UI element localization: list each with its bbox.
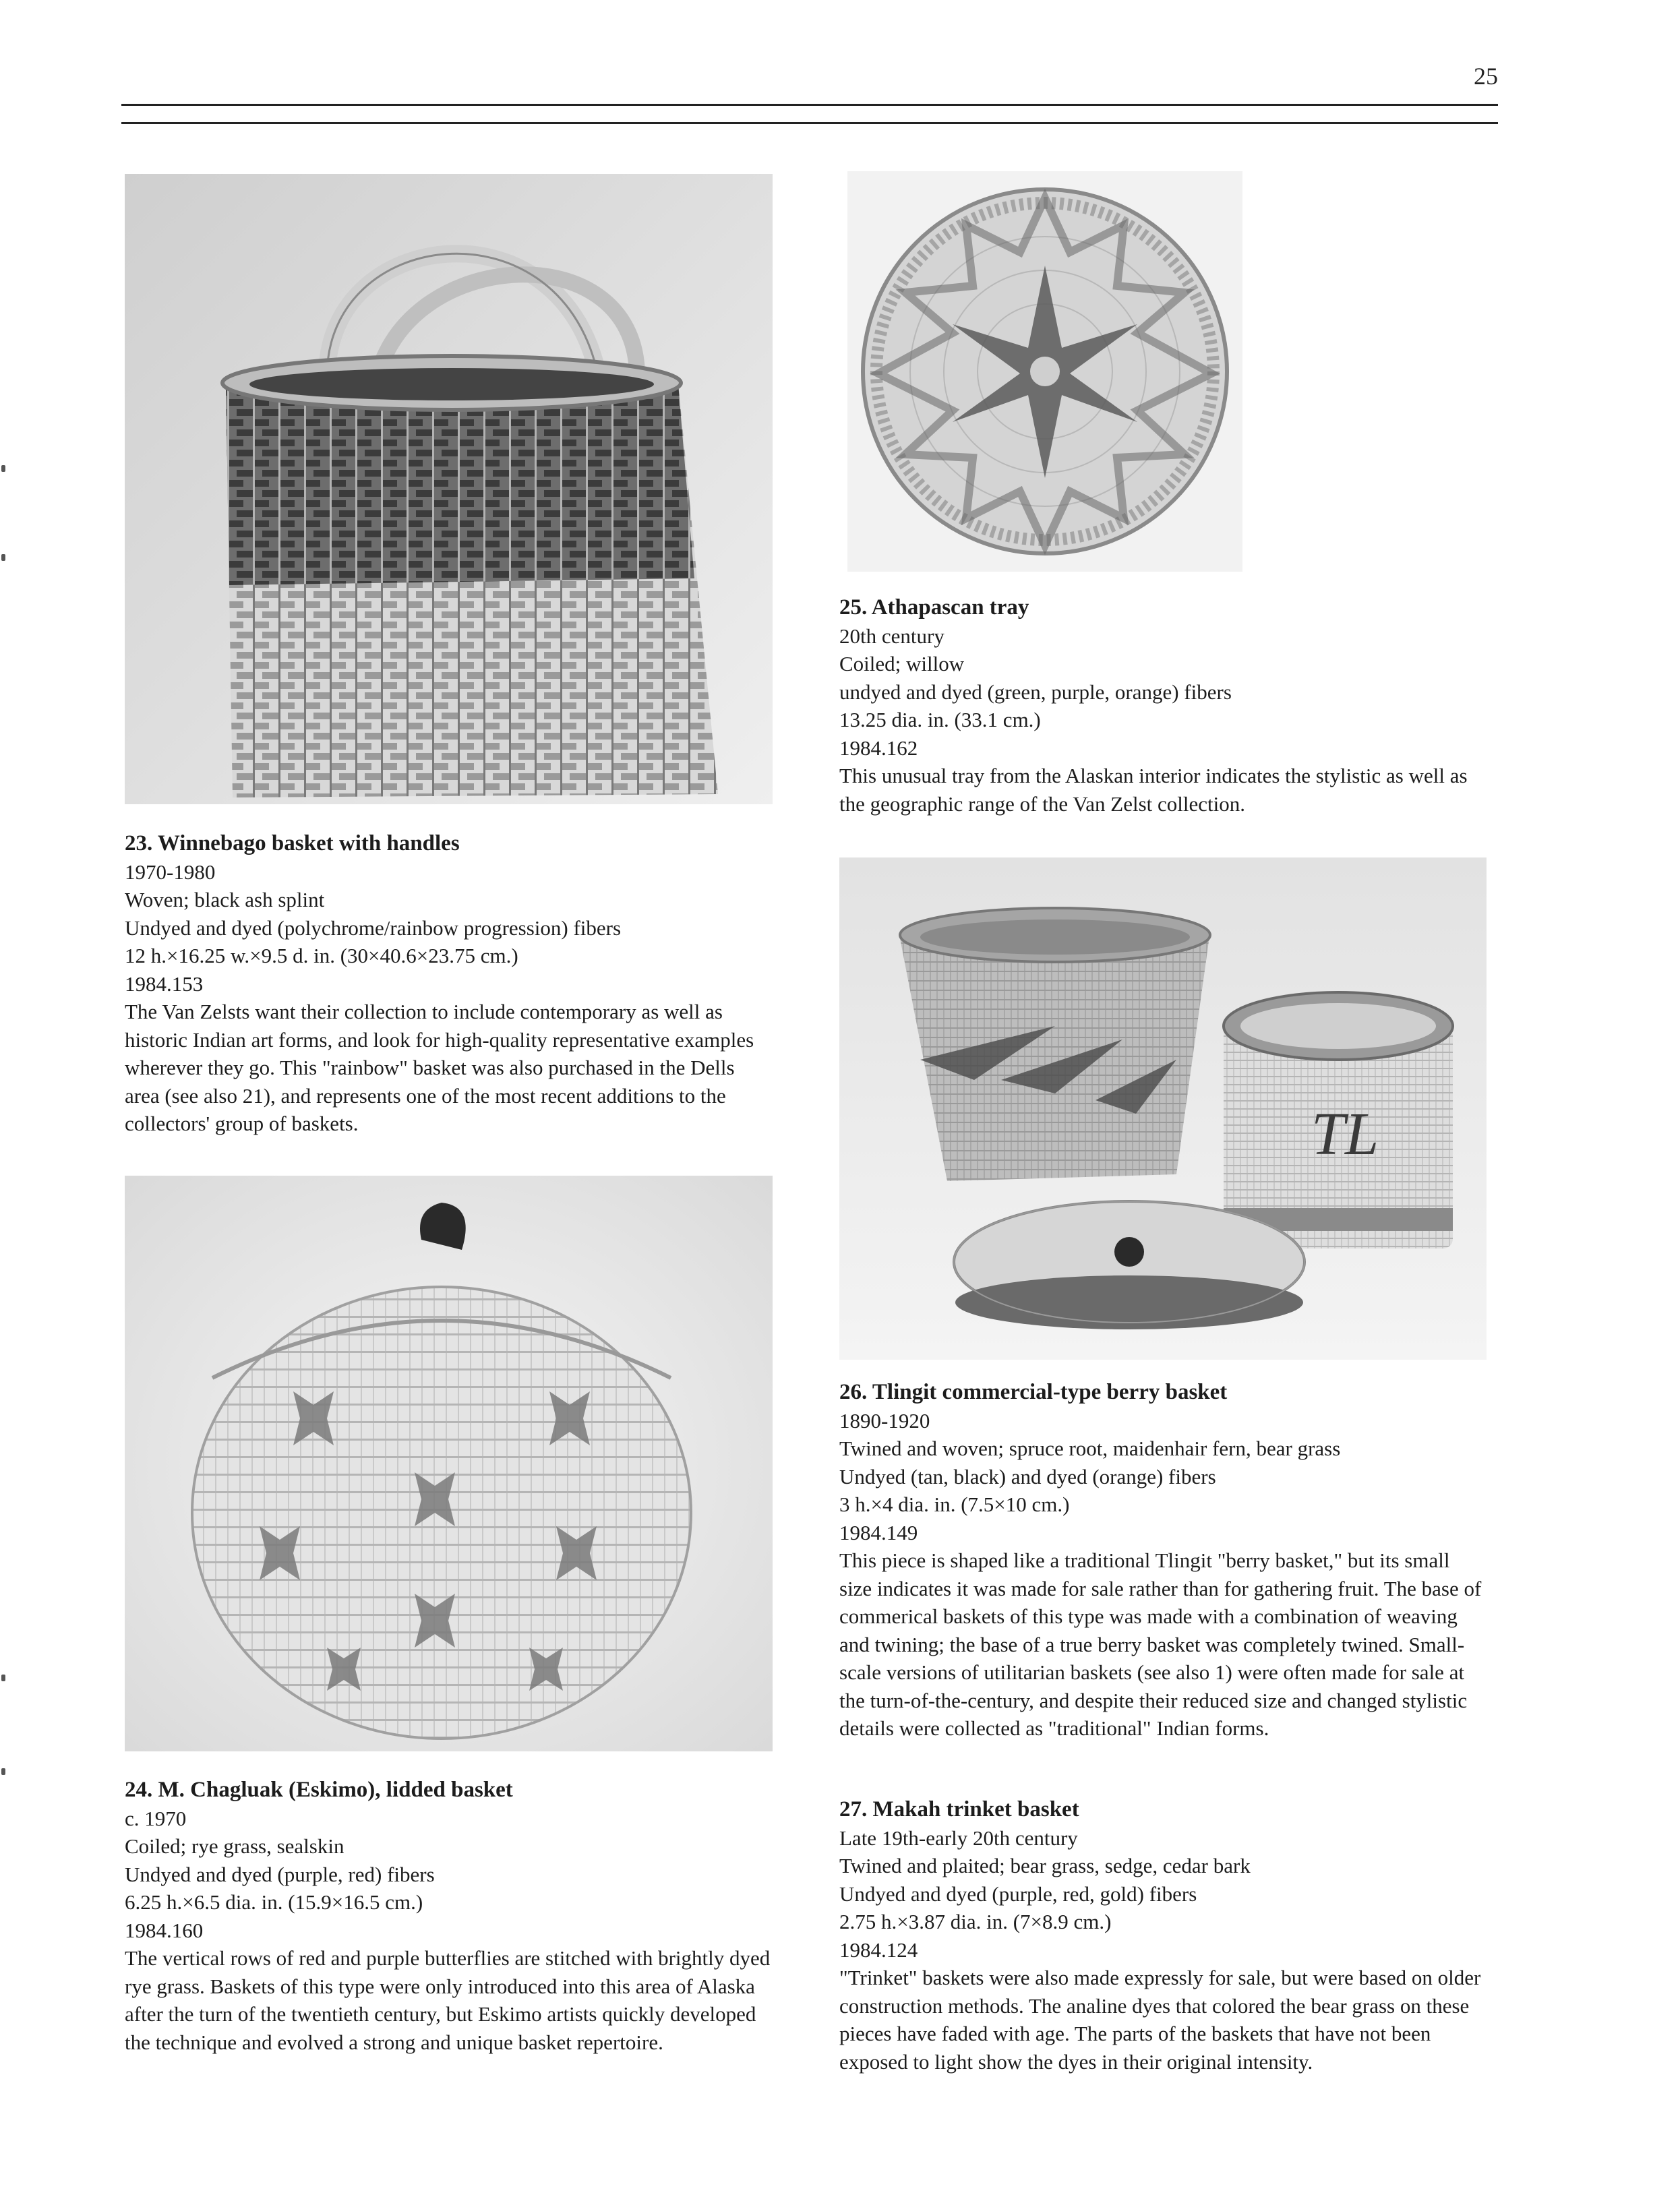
entry-description: This unusual tray from the Alaskan interior indicates the stylistic as well as the geographic range of the Van Zelst collection. [839, 764, 1468, 816]
entry-technique: Twined and woven; spruce root, maidenhair fern, bear grass [839, 1437, 1341, 1460]
margin-mark [1, 1768, 5, 1775]
caption-entry-27 [839, 1796, 1487, 2076]
entry-title: 26. Tlingit commercial-type berry basket [839, 1380, 1228, 1404]
entry-dimensions: 3 h.×4 dia. in. (7.5×10 cm.) [839, 1493, 1070, 1516]
entry-description: The vertical rows of red and purple butterflies are stitched with brightly dyed rye grass. Baskets of this type were only introduced into this area of Alaska after the turn of the twentieth century, but Eskimo artists quickly developed the technique and evolved a strong and unique basket repertoire. [125, 1946, 771, 2054]
photo-athapascan-tray [847, 171, 1242, 572]
margin-mark [1, 554, 5, 561]
photo-tlingit-makah-baskets [839, 857, 1487, 1360]
caption-entry-25 [839, 594, 1487, 818]
entry-fibers: Undyed and dyed (purple, red) fibers [125, 1862, 435, 1886]
caption-entry-24 [125, 1776, 772, 2056]
entry-accession: 1984.153 [125, 971, 204, 996]
entry-technique: Coiled; willow [839, 652, 965, 675]
trinket-basket-monogram: TL [1311, 1101, 1379, 1168]
page-number: 25 [1474, 63, 1498, 90]
entry-description: "Trinket" baskets were also made expressly for sale, but were based on older construction methods. The analine dyes that colored the bear grass on these pieces have faded with age. The parts of the baskets that have not been exposed to light show the dyes in their original intensity. [839, 1966, 1481, 2074]
photo-eskimo-lidded-basket [125, 1176, 773, 1751]
entry-title: 27. Makah trinket basket [839, 1797, 1079, 1821]
entry-fibers: undyed and dyed (green, purple, orange) fibers [839, 680, 1232, 704]
caption-entry-23 [125, 830, 772, 1138]
header-rule-bottom [121, 122, 1498, 124]
entry-date: 1890-1920 [839, 1408, 930, 1433]
header-rule-top [121, 104, 1498, 106]
entry-dimensions: 12 h.×16.25 w.×9.5 d. in. (30×40.6×23.75 cm.) [125, 944, 518, 967]
entry-accession: 1984.149 [839, 1520, 918, 1544]
entry-technique: Coiled; rye grass, sealskin [125, 1834, 344, 1858]
entry-description: The Van Zelsts want their collection to include contemporary as well as historic Indian art forms, and look for high-quality representative examples wherever they go. This "rainbow" basket was also purchased in the Dells area (see also 21), and represents one of the most recent additions to the collectors' group of baskets. [125, 1000, 754, 1135]
entry-fibers: Undyed and dyed (purple, red, gold) fibers [839, 1881, 1197, 1906]
margin-mark [1, 1675, 5, 1681]
entry-dimensions: 6.25 h.×6.5 dia. in. (15.9×16.5 cm.) [125, 1890, 423, 1914]
entry-accession: 1984.162 [839, 735, 918, 760]
entry-fibers: Undyed (tan, black) and dyed (orange) fibers [839, 1464, 1216, 1488]
entry-title: 25. Athapascan tray [839, 595, 1029, 620]
entry-date: c. 1970 [125, 1806, 187, 1830]
entry-technique: Woven; black ash splint [125, 888, 325, 911]
entry-accession: 1984.160 [125, 1918, 204, 1942]
entry-date: 20th century [839, 624, 944, 648]
entry-accession: 1984.124 [839, 1937, 918, 1962]
entry-description: This piece is shaped like a traditional Tlingit "berry basket," but its small size indicates it was made for sale rather than for gathering fruit. The base of commerical baskets of this type was made with a combination of weaving and twining; the base of a true berry basket was completely twined. Small-scale versions of utilitarian baskets (see also 1) were often made for sale at the turn-of-the-century, and despite their reduced size and changed stylistic details were collected as "traditional" Indian forms. [839, 1548, 1482, 1740]
caption-entry-26 [839, 1379, 1487, 1743]
photo-winnebago-basket [125, 174, 773, 804]
margin-mark [1, 465, 5, 472]
entry-title: 23. Winnebago basket with handles [125, 831, 460, 855]
entry-dimensions: 13.25 dia. in. (33.1 cm.) [839, 708, 1041, 731]
entry-dimensions: 2.75 h.×3.87 dia. in. (7×8.9 cm.) [839, 1910, 1112, 1933]
entry-fibers: Undyed and dyed (polychrome/rainbow progression) fibers [125, 915, 622, 940]
entry-technique: Twined and plaited; bear grass, sedge, cedar bark [839, 1854, 1251, 1877]
entry-date: 1970-1980 [125, 860, 216, 884]
entry-date: Late 19th-early 20th century [839, 1826, 1078, 1850]
entry-title: 24. M. Chagluak (Eskimo), lidded basket [125, 1778, 513, 1802]
